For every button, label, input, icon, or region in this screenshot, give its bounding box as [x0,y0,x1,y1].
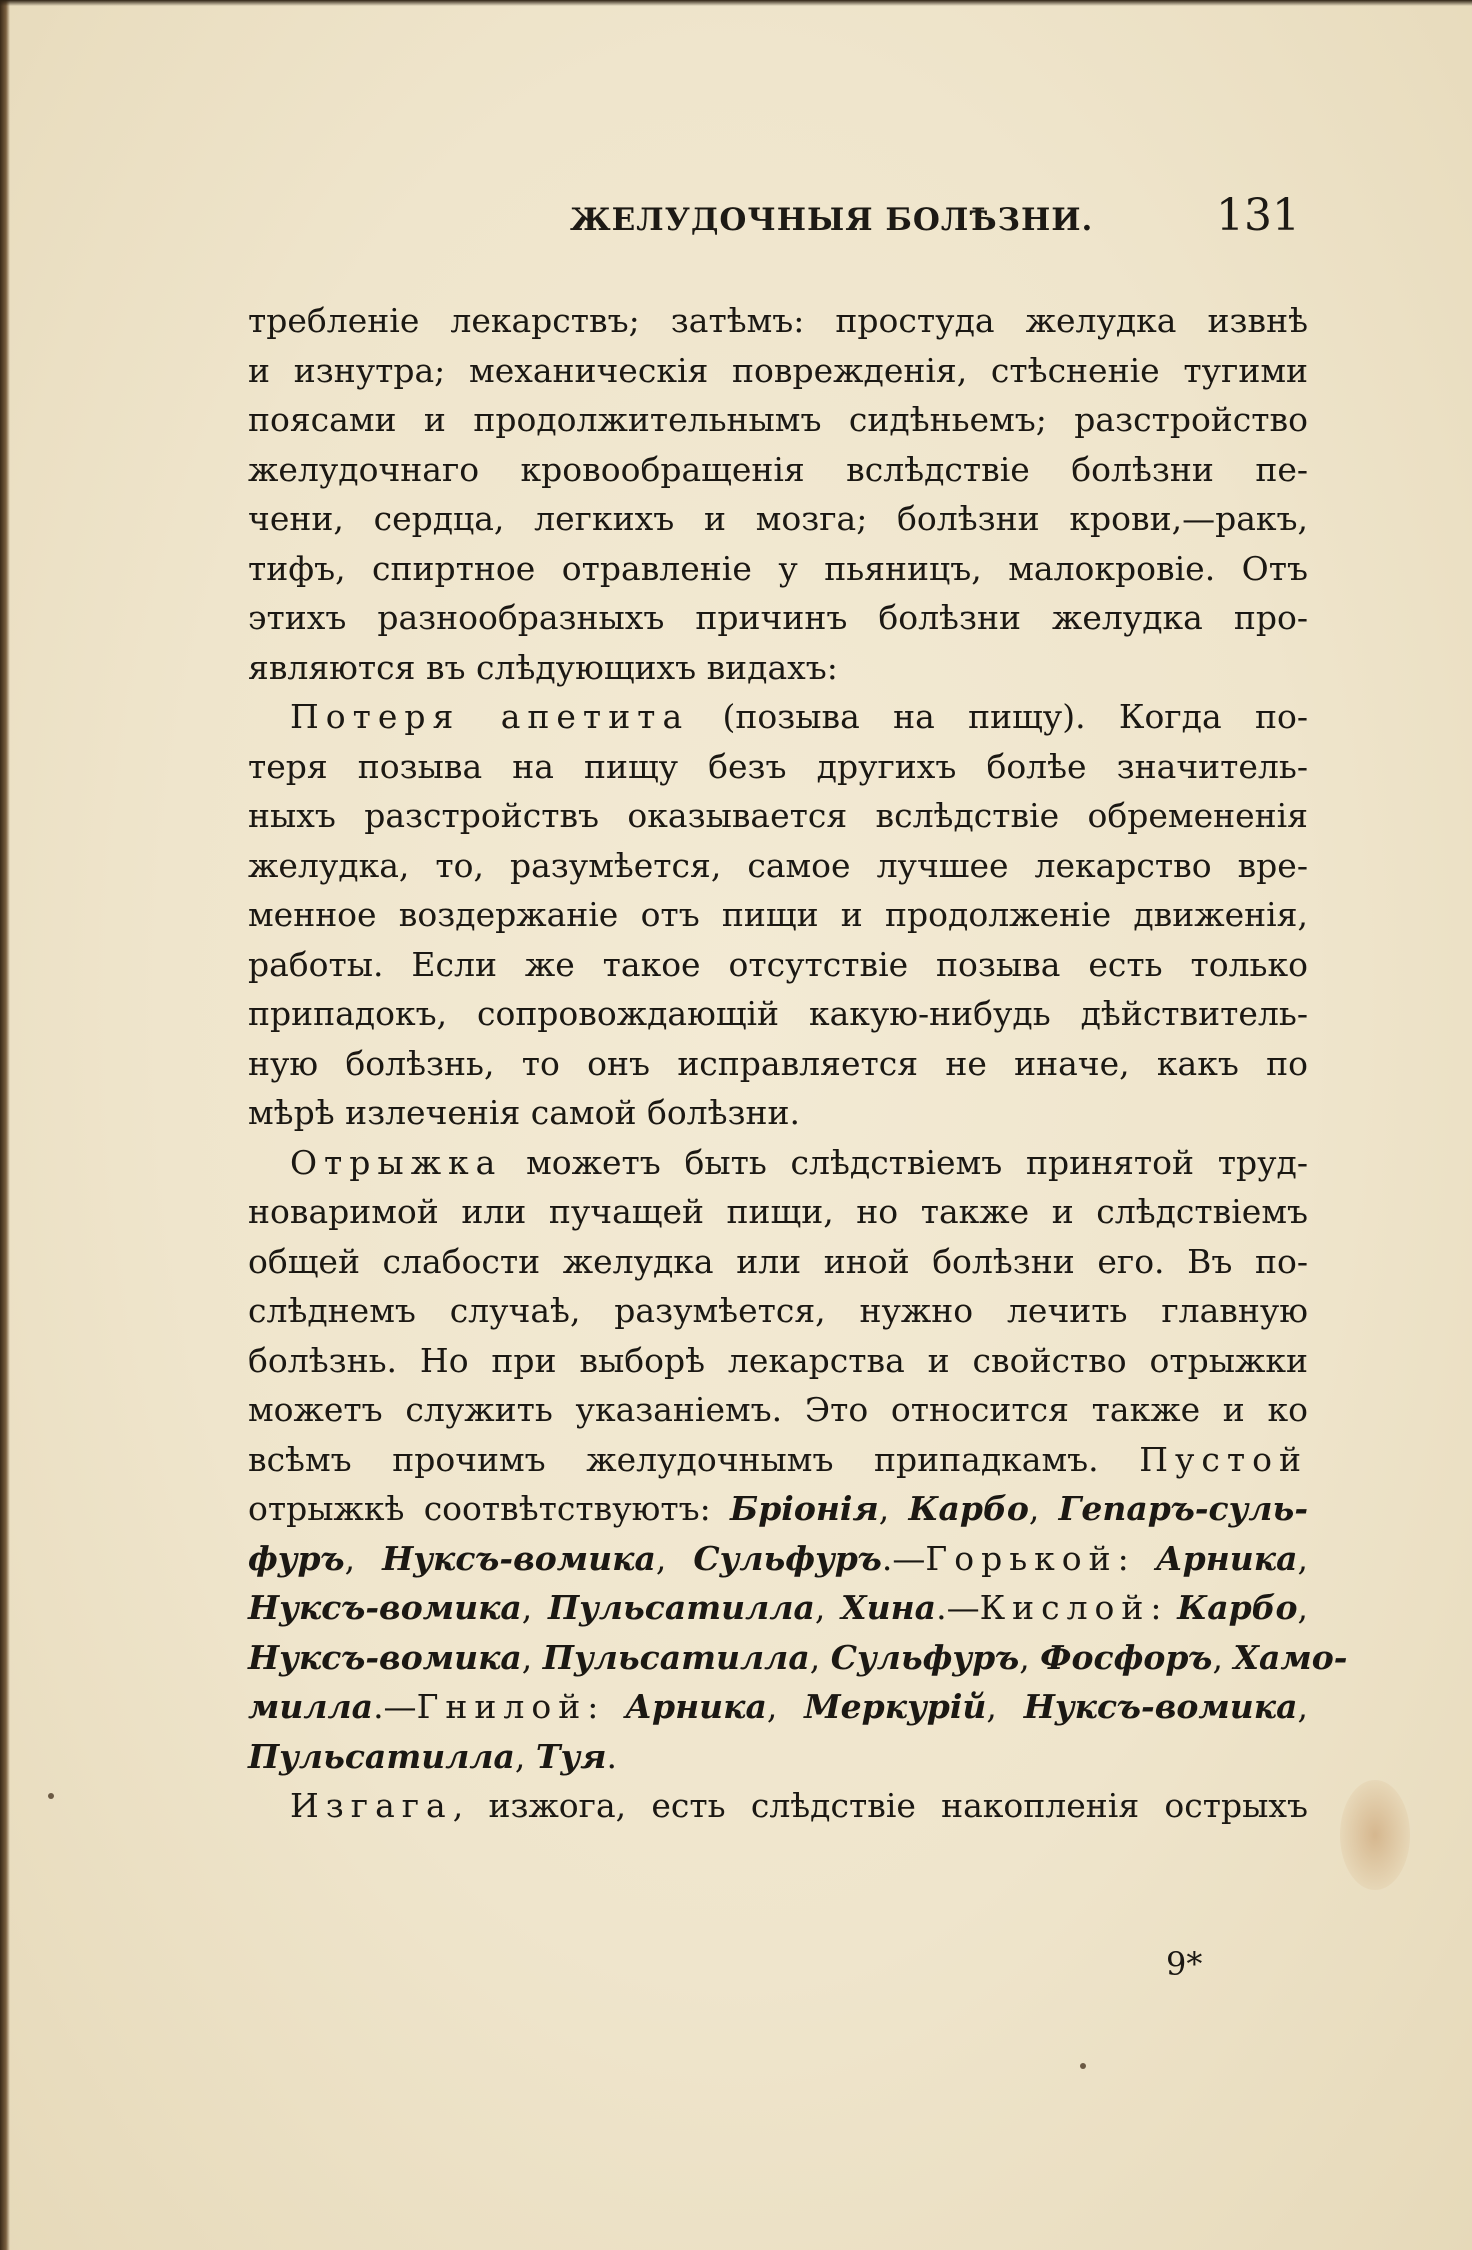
text-line [248,1484,1308,1534]
spaced-heading: Изгага [290,1786,453,1825]
text-line [248,1088,1308,1138]
text-run: можетъ быть слѣдствіемъ принятой труд- [502,1142,1308,1182]
running-head: ЖЕЛУДОЧНЫЯ БОЛѢЗНИ. [570,202,1094,238]
text-run: теря позыва на пищу безъ другихъ болѣе значитель- [248,746,1308,786]
page-number: 131 [1216,190,1300,241]
remedy-name: Пульсатилла [547,1588,815,1627]
remedy-name: Хина [841,1588,937,1627]
text-run: припадокъ, сопровождающій какую-нибудь дѣйствитель- [248,994,1308,1033]
text-run: желудочнаго кровообращенія вслѣдствіе болѣзни пе- [248,449,1308,489]
text-line [248,791,1308,841]
text-run: ную болѣзнь, то онъ исправляется не иначе, какъ по [248,1043,1308,1083]
text-run: являются въ слѣдующихъ видахъ: [248,647,838,687]
remedy-name: Нуксъ-вомика [248,1588,522,1627]
spaced-heading: Гнилой [416,1687,588,1726]
remedy-name: Нуксъ-вомика [382,1538,656,1578]
text-line [248,593,1308,643]
text-run: тифъ, спиртное отравленіе у пьяницъ, малокровіе. Отъ [248,548,1308,588]
text-run: этихъ разнообразныхъ причинъ болѣзни желудка про- [248,598,1308,637]
text-run: чени, сердца, легкихъ и мозга; болѣзни крови,—ракъ, [248,499,1308,538]
text-run: , [1212,1637,1234,1677]
remedy-name: Арника [625,1687,767,1726]
text-line [248,1732,1308,1782]
text-line [248,692,1308,742]
remedy-name: Меркурій [804,1687,987,1726]
remedy-name: Пульсатилла [542,1637,810,1677]
text-line [248,890,1308,940]
spaced-heading: Горькой [925,1538,1118,1578]
text-line [248,1039,1308,1089]
text-run: : [587,1687,626,1726]
text-line [248,841,1308,891]
text-run: , [809,1637,831,1677]
text-run: (позыва на пищу). Когда по- [689,697,1308,736]
remedy-name: милла [248,1687,374,1726]
text-run: требленіе лекарствъ; затѣмъ: простуда желудка извнѣ [248,301,1308,340]
text-line [248,940,1308,990]
text-line [248,395,1308,445]
body-text [248,296,1348,1831]
text-line [248,1385,1308,1435]
text-run: , [521,1588,548,1627]
remedy-name: Карбо [1177,1588,1298,1627]
text-line [248,1583,1308,1633]
text-line [248,742,1308,792]
text-run: , [655,1538,694,1578]
text-run: и изнутра; механическія поврежденія, стѣсненіе тугими [248,350,1308,390]
text-run: , [1297,1687,1308,1726]
text-run: , [514,1736,536,1776]
text-line [248,494,1308,544]
text-line [248,1187,1308,1237]
text-run: .— [881,1538,926,1578]
text-run: желудка, то, разумѣется, самое лучшее лекарство вре- [248,845,1308,885]
text-line [248,1286,1308,1336]
text-run: .— [373,1687,417,1726]
text-line [248,643,1308,693]
text-line [248,1336,1308,1386]
text-run: : [1117,1538,1156,1578]
printer-signature-mark: 9* [1166,1945,1203,1983]
spaced-heading: Пустой [1139,1439,1308,1479]
remedy-name: Сульфуръ [830,1637,1020,1677]
remedy-name: Нуксъ-вомика [1023,1687,1298,1726]
text-run: .— [936,1588,980,1627]
page-top-shadow [0,0,1472,6]
text-run: , [1297,1588,1309,1627]
text-run: , [766,1687,805,1726]
text-line [248,989,1308,1039]
text-line [248,1781,1308,1831]
text-run: , [878,1489,909,1528]
text-run: , [986,1687,1024,1726]
remedy-name: Карбо [908,1489,1029,1528]
spaced-heading: Отрыжка [290,1142,503,1182]
remedy-name: фуръ [248,1538,345,1578]
remedy-name: Туя [535,1736,607,1776]
text-line [248,346,1308,396]
text-line [248,296,1308,346]
text-run: всѣмъ прочимъ желудочнымъ припадкамъ. [248,1439,1140,1479]
text-line [248,445,1308,495]
text-run: , [1297,1538,1309,1578]
text-run: , изжога, есть слѣдствіе накопленія острыхъ [452,1786,1308,1825]
text-line [248,1138,1308,1188]
text-run: можетъ служить указаніемъ. Это относится также и ко [248,1390,1308,1429]
text-run: , [344,1538,383,1578]
text-run: , [1019,1637,1041,1677]
text-run: слѣднемъ случаѣ, разумѣется, нужно лечить главную [248,1291,1308,1330]
spaced-heading: Кислой [979,1588,1151,1627]
text-line [248,1435,1308,1485]
text-run: : [1150,1588,1178,1627]
text-line [248,1237,1308,1287]
paper-speck [1080,2063,1086,2069]
paper-speck [48,1793,54,1799]
text-line [248,1682,1308,1732]
remedy-name: Фосфоръ [1040,1637,1213,1677]
paper-stain [1340,1780,1410,1890]
text-line [248,1633,1348,1683]
spaced-heading: Потеря апетита [290,697,690,736]
remedy-name: Нуксъ-вомика [248,1637,522,1677]
remedy-name: Сульфуръ [693,1538,882,1578]
text-run: общей слабости желудка или иной болѣзни его. Въ по- [248,1241,1308,1281]
text-run: , [521,1637,543,1677]
text-run: менное воздержаніе отъ пищи и продолженіе движенія, [248,895,1308,934]
text-run: . [606,1736,617,1776]
page-binding-shadow [0,0,10,2250]
remedy-name: Пульсатилла [248,1736,515,1776]
text-run: работы. Если же такое отсутствіе позыва есть только [248,944,1308,984]
text-run: , [814,1588,842,1627]
page-header [570,190,1300,250]
remedy-name: Хамо- [1233,1637,1348,1677]
text-run: новаримой или пучащей пищи, но также и слѣдствіемъ [248,1192,1308,1231]
text-line [248,544,1308,594]
remedy-name: Бріонія [730,1489,879,1528]
text-run: ныхъ разстройствъ оказывается вслѣдствіе обремененія [248,796,1308,835]
remedy-name: Гепаръ-суль- [1058,1489,1309,1528]
text-run: поясами и продолжительнымъ сидѣньемъ; разстройство [248,400,1308,439]
text-line [248,1534,1308,1584]
text-run: болѣзнь. Но при выборѣ лекарства и свойство отрыжки [248,1340,1308,1380]
text-run: отрыжкѣ соотвѣтствуютъ: [248,1489,731,1528]
text-run: , [1028,1489,1059,1528]
remedy-name: Арника [1155,1538,1298,1578]
text-run: мѣрѣ излеченія самой болѣзни. [248,1093,801,1132]
